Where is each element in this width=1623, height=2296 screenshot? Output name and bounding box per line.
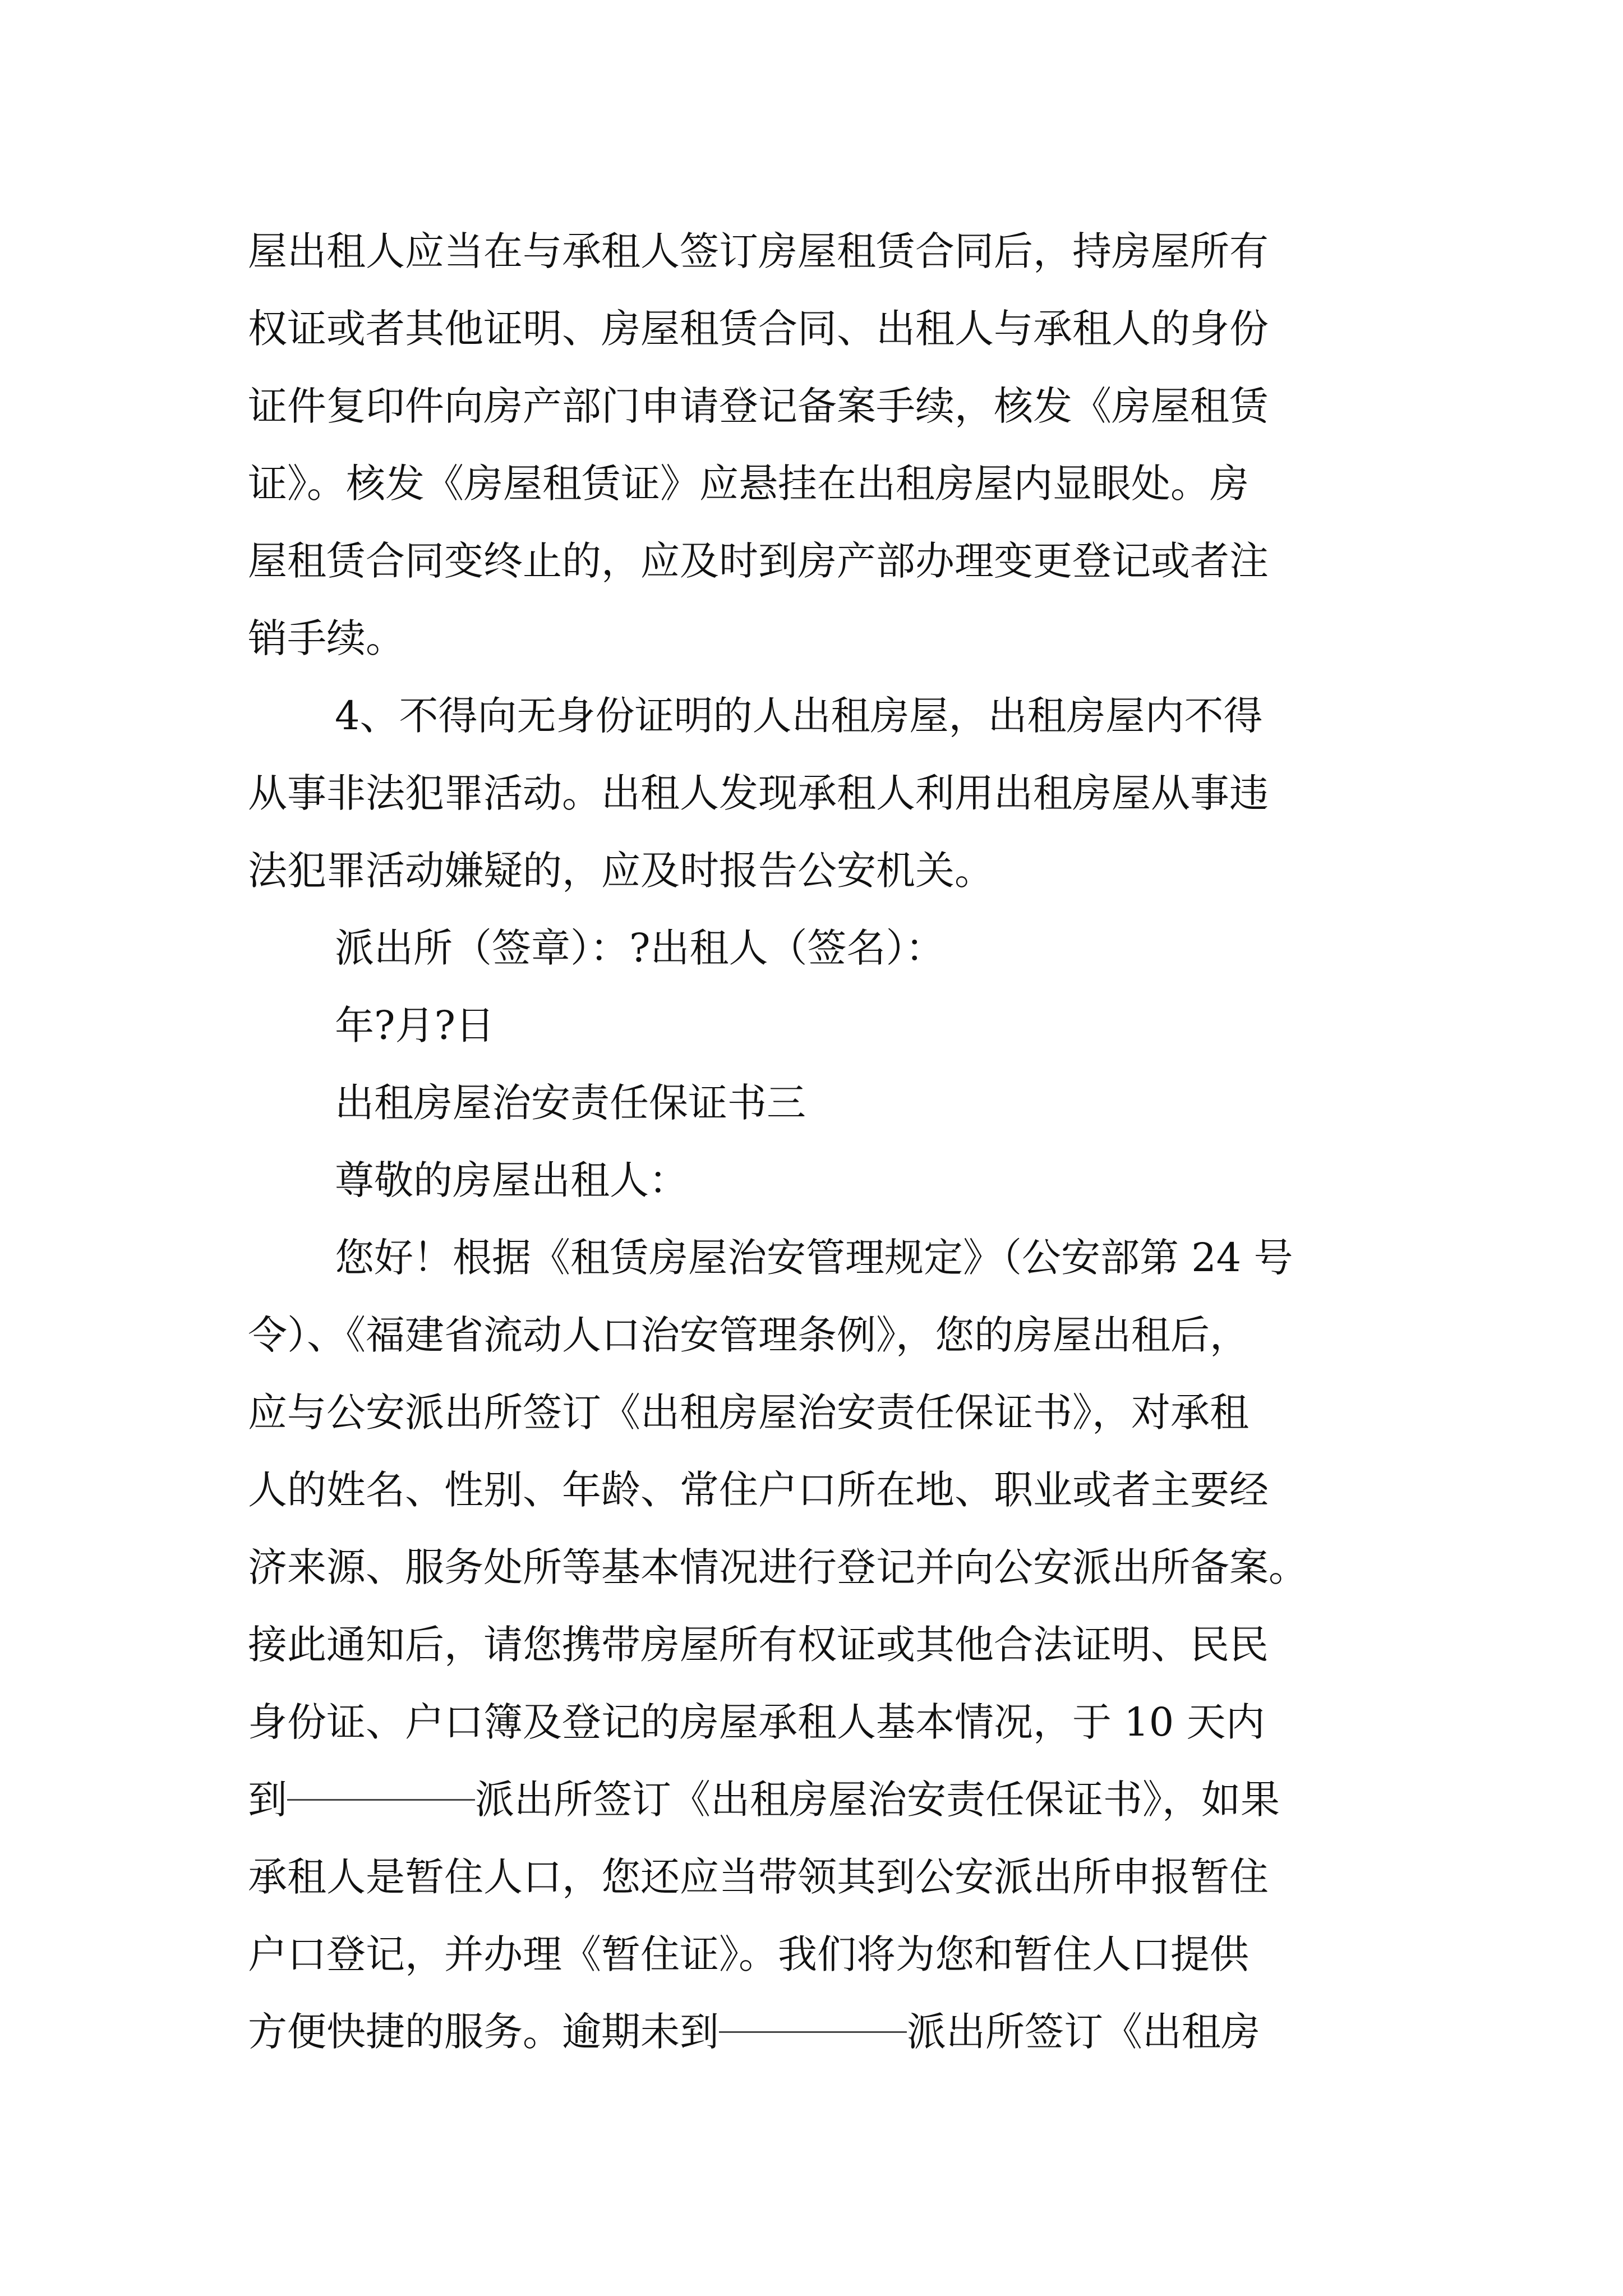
signature-line: 派出所（签章）：?出租人（签名）： — [335, 925, 945, 971]
text-line — [248, 1760, 1280, 1839]
text-line: 人的姓名、性别、年龄、常住户口所在地、职业或者主要经 — [248, 1467, 1269, 1513]
text-fragment: 派出所签订《出租房 — [907, 2009, 1260, 2055]
text-line — [248, 1993, 1260, 2071]
text-line: 证》。核发《房屋租赁证》应悬挂在出租房屋内显眼处。房 — [248, 461, 1249, 507]
date-line: 年?月?日 — [335, 1002, 495, 1048]
text-line: 屋租赁合同变终止的，应及时到房产部办理变更登记或者注 — [248, 538, 1269, 584]
text-line: 4、不得向无身份证明的人出租房屋，出租房屋内不得 — [335, 693, 1263, 739]
text-line: 权证或者其他证明、房屋租赁合同、出租人与承租人的身份 — [248, 306, 1269, 352]
text-line: 证件复印件向房产部门申请登记备案手续，核发《房屋租赁 — [248, 383, 1269, 429]
text-line: 屋出租人应当在与承租人签订房屋租赁合同后，持房屋所有 — [248, 228, 1269, 274]
salutation: 尊敬的房屋出租人： — [335, 1157, 688, 1203]
fill-in-blank — [719, 2031, 907, 2033]
fill-in-blank — [287, 1798, 475, 1801]
text-line: 销手续。 — [248, 615, 405, 661]
text-fragment: 派出所签订《出租房屋治安责任保证书》，如果 — [475, 1777, 1280, 1823]
text-line: 您好！根据《租赁房屋治安管理规定》（公安部第 24 号 — [335, 1235, 1293, 1281]
text-fragment: 方便快捷的服务。逾期未到 — [248, 2009, 719, 2055]
text-line: 应与公安派出所签订《出租房屋治安责任保证书》，对承租 — [248, 1389, 1249, 1435]
text-fragment: 到 — [248, 1777, 287, 1823]
text-line: 承租人是暂住人口，您还应当带领其到公安派出所申报暂住 — [248, 1854, 1269, 1900]
text-line: 身份证、户口簿及登记的房屋承租人基本情况，于 10 天内 — [248, 1699, 1265, 1745]
text-line: 令）、《福建省流动人口治安管理条例》，您的房屋出租后， — [248, 1312, 1249, 1358]
section-title: 出租房屋治安责任保证书三 — [335, 1080, 806, 1126]
text-line: 户口登记，并办理《暂住证》。我们将为您和暂住人口提供 — [248, 1931, 1249, 1977]
text-line: 济来源、服务处所等基本情况进行登记并向公安派出所备案。 — [248, 1544, 1308, 1590]
text-line: 接此通知后，请您携带房屋所有权证或其他合法证明、民民 — [248, 1622, 1269, 1668]
text-line: 法犯罪活动嫌疑的，应及时报告公安机关。 — [248, 848, 994, 894]
text-line: 从事非法犯罪活动。出租人发现承租人利用出租房屋从事违 — [248, 770, 1269, 816]
